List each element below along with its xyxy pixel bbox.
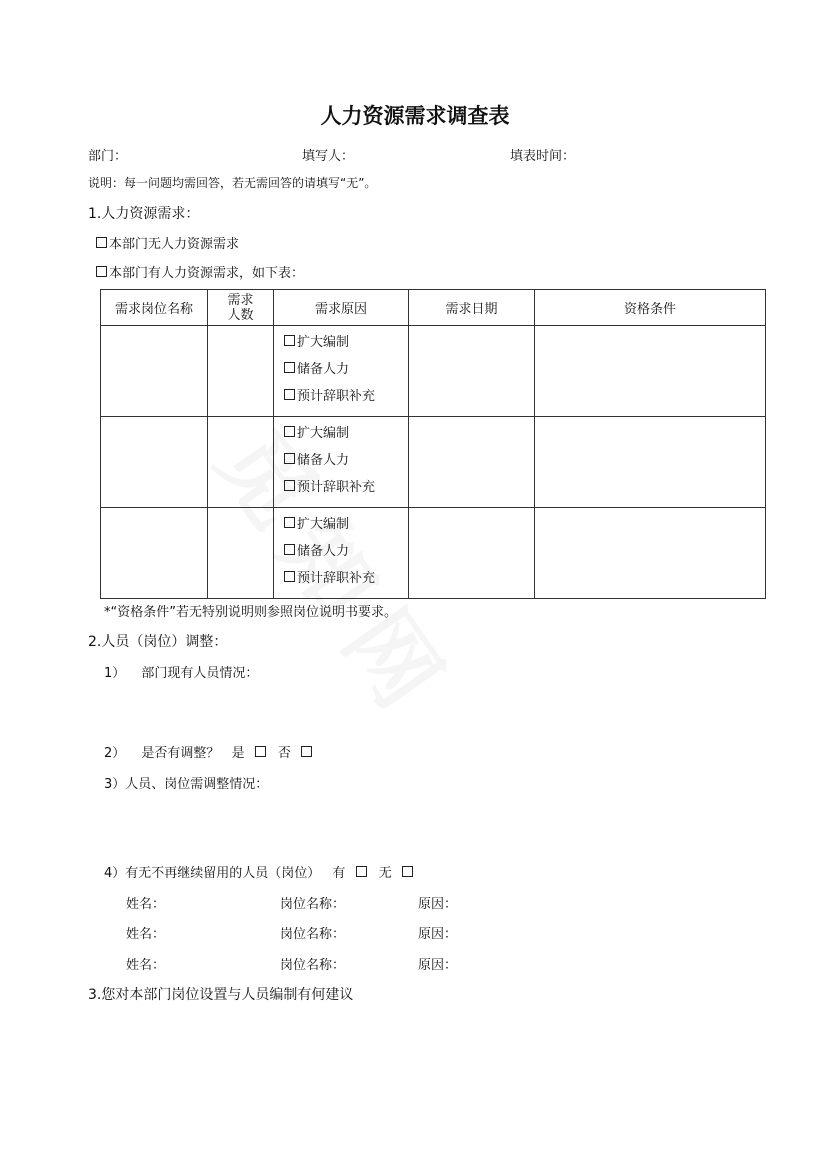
position-label: 岗位名称： — [280, 927, 346, 942]
option-no-demand-label: 本部门无人力资源需求 — [109, 237, 240, 252]
reason-replace-label: 预计辞职补充 — [297, 480, 376, 495]
cell-qualification[interactable] — [535, 326, 766, 417]
checkbox-retain-none[interactable] — [402, 866, 413, 877]
name-label: 姓名： — [126, 958, 166, 973]
header-qualification: 资格条件 — [535, 290, 766, 326]
question-3: 3）人员、岗位需调整情况： — [104, 777, 269, 792]
reason-reserve-label: 储备人力 — [297, 544, 350, 559]
reason-option[interactable] — [284, 333, 408, 360]
header-count — [208, 290, 274, 326]
reason-option[interactable] — [284, 451, 408, 478]
checkbox-adjust-yes[interactable] — [255, 746, 266, 757]
table-footnote: *“资格条件”若无特别说明则参照岗位说明书要求。 — [104, 605, 397, 620]
question-1-text: 部门现有人员情况： — [141, 666, 259, 681]
question-4-text: 4）有无不再继续留用的人员（岗位） — [104, 866, 321, 881]
reason-expand-label: 扩大编制 — [297, 517, 350, 532]
checkbox-reserve[interactable] — [284, 362, 295, 373]
retain-have-label: 有 — [332, 866, 346, 881]
cell-reason — [274, 326, 409, 417]
reason-replace-label: 预计辞职补充 — [297, 389, 376, 404]
cell-count[interactable] — [208, 417, 274, 508]
reason-reserve-label: 储备人力 — [297, 453, 350, 468]
page-title: 人力资源需求调查表 — [320, 104, 510, 128]
table-row — [101, 417, 766, 508]
question-2 — [104, 742, 312, 761]
reason-expand-label: 扩大编制 — [297, 426, 350, 441]
cell-reason — [274, 508, 409, 599]
reason-option[interactable] — [284, 387, 408, 414]
checkbox-no-demand[interactable] — [96, 237, 107, 248]
header-position-name: 需求岗位名称 — [101, 290, 208, 326]
cell-date[interactable] — [409, 417, 535, 508]
position-label: 岗位名称： — [280, 958, 346, 973]
reason-option[interactable] — [284, 424, 408, 451]
checkbox-replace[interactable] — [284, 480, 295, 491]
checkbox-replace[interactable] — [284, 389, 295, 400]
cell-reason — [274, 417, 409, 508]
filler-label: 填写人： — [302, 149, 355, 164]
reason-label: 原因： — [418, 958, 458, 973]
department-label: 部门： — [88, 149, 128, 164]
retain-none-label: 无 — [378, 866, 392, 881]
section1-heading: 1.人力资源需求： — [88, 206, 200, 222]
table-row — [101, 326, 766, 417]
reason-option[interactable] — [284, 360, 408, 387]
option-has-demand-label: 本部门有人力资源需求，如下表： — [109, 266, 305, 281]
reason-option[interactable] — [284, 569, 408, 596]
cell-date[interactable] — [409, 326, 535, 417]
question-2-text: 是否有调整？ — [141, 746, 220, 761]
question-2-number: 2） — [104, 746, 126, 761]
reason-option[interactable] — [284, 515, 408, 542]
checkbox-expand[interactable] — [284, 335, 295, 346]
demand-table — [100, 289, 766, 599]
section3-heading: 3.您对本部门岗位设置与人员编制有何建议 — [88, 987, 354, 1003]
reason-reserve-label: 储备人力 — [297, 362, 350, 377]
position-label: 岗位名称： — [280, 897, 346, 912]
cell-count[interactable] — [208, 508, 274, 599]
checkbox-reserve[interactable] — [284, 544, 295, 555]
reason-expand-label: 扩大编制 — [297, 335, 350, 350]
cell-position-name[interactable] — [101, 326, 208, 417]
adjust-no-label: 否 — [277, 746, 291, 761]
cell-qualification[interactable] — [535, 417, 766, 508]
checkbox-expand[interactable] — [284, 426, 295, 437]
checkbox-replace[interactable] — [284, 571, 295, 582]
cell-qualification[interactable] — [535, 508, 766, 599]
cell-position-name[interactable] — [101, 417, 208, 508]
checkbox-expand[interactable] — [284, 517, 295, 528]
table-header-row — [101, 290, 766, 326]
cell-position-name[interactable] — [101, 508, 208, 599]
reason-option[interactable] — [284, 542, 408, 569]
cell-date[interactable] — [409, 508, 535, 599]
checkbox-has-demand[interactable] — [96, 266, 107, 277]
header-reason: 需求原因 — [274, 290, 409, 326]
question-1-number: 1） — [104, 666, 126, 681]
question-1 — [104, 662, 258, 681]
name-label: 姓名： — [126, 897, 166, 912]
reason-option[interactable] — [284, 478, 408, 505]
cell-count[interactable] — [208, 326, 274, 417]
table-row — [101, 508, 766, 599]
header-date: 需求日期 — [409, 290, 535, 326]
instruction-note: 说明：每一问题均需回答，若无需回答的请填写“无”。 — [88, 176, 377, 190]
checkbox-reserve[interactable] — [284, 453, 295, 464]
checkbox-retain-have[interactable] — [356, 866, 367, 877]
fill-time-label: 填表时间： — [510, 149, 576, 164]
checkbox-adjust-no[interactable] — [301, 746, 312, 757]
reason-label: 原因： — [418, 927, 458, 942]
header-count-line1: 需求 — [227, 292, 254, 308]
section2-heading: 2.人员（岗位）调整： — [88, 634, 228, 650]
question-4 — [104, 862, 413, 881]
adjust-yes-label: 是 — [231, 746, 245, 761]
header-count-line2: 人数 — [227, 307, 254, 323]
reason-replace-label: 预计辞职补充 — [297, 571, 376, 586]
reason-label: 原因： — [418, 897, 458, 912]
option-no-demand[interactable] — [96, 233, 239, 252]
option-has-demand[interactable] — [96, 262, 304, 281]
name-label: 姓名： — [126, 927, 166, 942]
